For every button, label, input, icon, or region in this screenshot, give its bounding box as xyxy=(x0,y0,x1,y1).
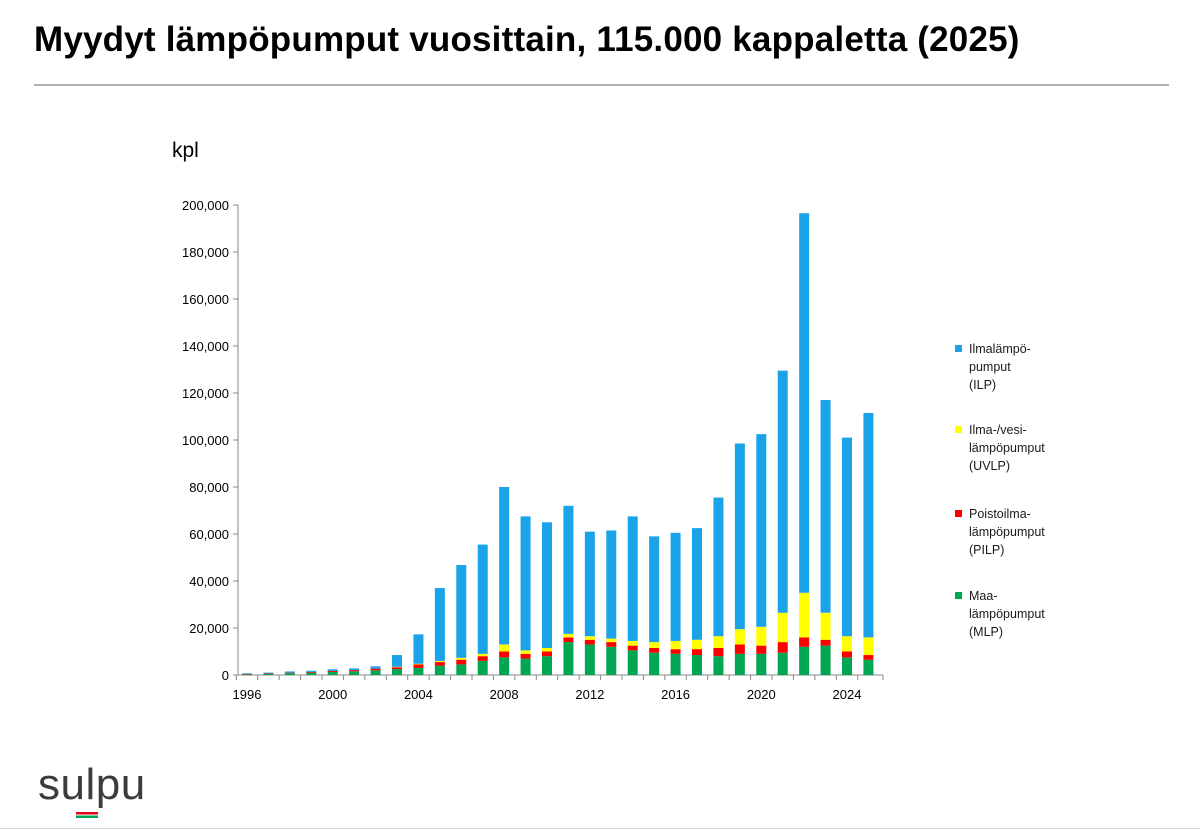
legend-swatch xyxy=(955,345,962,352)
legend-item-mlp xyxy=(955,587,1045,641)
bar-pilp-2007 xyxy=(478,656,488,661)
bar-mlp-2008 xyxy=(499,657,509,675)
bar-mlp-2020 xyxy=(756,654,766,675)
bar-mlp-1999 xyxy=(306,673,316,675)
bar-pilp-2017 xyxy=(692,649,702,655)
bar-ilp-2004 xyxy=(413,634,423,663)
bar-mlp-2022 xyxy=(799,647,809,675)
bar-mlp-2018 xyxy=(713,656,723,675)
y-tick-label: 20,000 xyxy=(189,621,229,636)
bar-uvlp-2011 xyxy=(563,634,573,638)
legend-label: Ilma-/vesi- lämpöpumput (UVLP) xyxy=(969,423,1045,473)
x-tick-label: 2012 xyxy=(575,687,605,702)
bar-ilp-1996 xyxy=(242,673,252,674)
bar-uvlp-2016 xyxy=(671,641,681,649)
bar-pilp-2003 xyxy=(392,667,402,669)
bar-uvlp-2008 xyxy=(499,644,509,651)
bar-mlp-2024 xyxy=(842,657,852,675)
bar-pilp-2002 xyxy=(371,669,381,671)
bar-pilp-2006 xyxy=(456,660,466,665)
bar-ilp-2022 xyxy=(799,213,809,593)
bar-pilp-1999 xyxy=(306,672,316,673)
bar-pilp-2023 xyxy=(821,640,831,646)
sulpu-logo: sulpu xyxy=(38,760,146,809)
bar-pilp-2022 xyxy=(799,637,809,646)
bar-mlp-2021 xyxy=(778,653,788,675)
bar-ilp-2018 xyxy=(713,498,723,637)
legend-item-pilp xyxy=(955,505,1045,559)
bar-mlp-2017 xyxy=(692,655,702,675)
legend-label: Ilmalämpö- pumput (ILP) xyxy=(969,342,1031,392)
legend-item-ilp xyxy=(955,340,1031,394)
x-tick-label: 1996 xyxy=(232,687,262,702)
bar-ilp-2010 xyxy=(542,522,552,648)
bar-uvlp-2004 xyxy=(413,664,423,665)
x-tick-label: 2016 xyxy=(661,687,691,702)
bar-ilp-2015 xyxy=(649,536,659,642)
bar-ilp-1998 xyxy=(285,671,295,672)
legend-item-uvlp xyxy=(955,421,1045,475)
bar-uvlp-2009 xyxy=(521,650,531,654)
bar-uvlp-2010 xyxy=(542,648,552,652)
bar-mlp-2006 xyxy=(456,664,466,675)
bar-ilp-2007 xyxy=(478,545,488,654)
bar-ilp-2009 xyxy=(521,516,531,650)
bar-mlp-2016 xyxy=(671,654,681,675)
y-tick-label: 180,000 xyxy=(182,245,229,260)
bar-ilp-2019 xyxy=(735,444,745,630)
legend-label: Maa- lämpöpumput (MLP) xyxy=(969,589,1045,639)
bar-ilp-2006 xyxy=(456,565,466,658)
bar-uvlp-2012 xyxy=(585,636,595,640)
bar-pilp-2018 xyxy=(713,648,723,656)
bar-pilp-2016 xyxy=(671,649,681,654)
bar-ilp-2005 xyxy=(435,588,445,661)
bar-pilp-2013 xyxy=(606,642,616,647)
bar-uvlp-2003 xyxy=(392,667,402,668)
y-tick-label: 60,000 xyxy=(189,527,229,542)
y-tick-label: 160,000 xyxy=(182,292,229,307)
bar-ilp-2003 xyxy=(392,655,402,667)
bar-mlp-1998 xyxy=(285,673,295,675)
bar-uvlp-2013 xyxy=(606,639,616,643)
legend-swatch xyxy=(955,510,962,517)
bar-ilp-2023 xyxy=(821,400,831,613)
bar-mlp-2019 xyxy=(735,654,745,675)
bar-mlp-2010 xyxy=(542,656,552,675)
bar-pilp-2019 xyxy=(735,644,745,653)
bar-ilp-2001 xyxy=(349,668,359,670)
bar-mlp-2009 xyxy=(521,659,531,675)
legend-label: Poistoilma- lämpöpumput (PILP) xyxy=(969,507,1045,557)
bar-pilp-2020 xyxy=(756,646,766,654)
bar-mlp-2014 xyxy=(628,650,638,675)
bar-pilp-2001 xyxy=(349,670,359,671)
bar-pilp-2005 xyxy=(435,662,445,666)
bar-uvlp-2006 xyxy=(456,658,466,660)
bar-mlp-2013 xyxy=(606,647,616,675)
bar-ilp-2002 xyxy=(371,666,381,668)
bar-mlp-2011 xyxy=(563,642,573,675)
bar-pilp-2004 xyxy=(413,664,423,668)
y-tick-label: 0 xyxy=(221,668,229,683)
bar-ilp-2020 xyxy=(756,434,766,627)
bar-mlp-2025 xyxy=(863,660,873,675)
bar-pilp-2025 xyxy=(863,655,873,660)
footer-divider xyxy=(0,828,1200,829)
y-tick-label: 200,000 xyxy=(182,198,229,213)
bar-mlp-2007 xyxy=(478,661,488,675)
bar-ilp-2008 xyxy=(499,487,509,644)
y-tick-label: 40,000 xyxy=(189,574,229,589)
bar-ilp-1997 xyxy=(263,673,273,674)
bar-pilp-2012 xyxy=(585,640,595,645)
bar-ilp-2025 xyxy=(863,413,873,637)
bar-mlp-2004 xyxy=(413,668,423,675)
bar-pilp-2015 xyxy=(649,648,659,653)
x-tick-label: 2008 xyxy=(489,687,519,702)
bar-uvlp-2017 xyxy=(692,640,702,649)
bar-pilp-2008 xyxy=(499,652,509,658)
y-tick-label: 100,000 xyxy=(182,433,229,448)
bar-pilp-2024 xyxy=(842,652,852,658)
bar-mlp-2005 xyxy=(435,666,445,675)
bar-ilp-2011 xyxy=(563,506,573,634)
bar-ilp-2012 xyxy=(585,532,595,637)
bar-ilp-2013 xyxy=(606,530,616,638)
bar-uvlp-2024 xyxy=(842,636,852,651)
x-tick-label: 2020 xyxy=(746,687,776,702)
x-tick-label: 2000 xyxy=(318,687,348,702)
bar-uvlp-2020 xyxy=(756,627,766,646)
x-tick-label: 2004 xyxy=(403,687,433,702)
bar-pilp-1996 xyxy=(242,674,252,675)
page-title: Myydyt lämpöpumput vuosittain, 115.000 kappaletta (2025) xyxy=(34,20,1020,59)
bar-uvlp-2021 xyxy=(778,613,788,642)
bar-pilp-2011 xyxy=(563,637,573,642)
bar-pilp-2021 xyxy=(778,642,788,653)
bar-pilp-1997 xyxy=(263,673,273,674)
bar-mlp-2001 xyxy=(349,671,359,675)
bar-mlp-2000 xyxy=(328,672,338,675)
bar-uvlp-2005 xyxy=(435,661,445,662)
bar-uvlp-2022 xyxy=(799,593,809,638)
bar-uvlp-2019 xyxy=(735,629,745,644)
bar-ilp-2024 xyxy=(842,438,852,637)
bar-mlp-2002 xyxy=(371,670,381,675)
legend-swatch xyxy=(955,592,962,599)
bar-ilp-1999 xyxy=(306,671,316,672)
bar-uvlp-2007 xyxy=(478,654,488,656)
bar-uvlp-2023 xyxy=(821,613,831,640)
bar-mlp-1997 xyxy=(263,674,273,675)
y-tick-label: 120,000 xyxy=(182,386,229,401)
bar-pilp-2000 xyxy=(328,671,338,672)
bar-pilp-2014 xyxy=(628,646,638,651)
bar-mlp-2012 xyxy=(585,644,595,675)
bar-pilp-2010 xyxy=(542,652,552,657)
bar-mlp-2023 xyxy=(821,646,831,675)
y-unit-label: kpl xyxy=(172,139,199,162)
bar-pilp-2009 xyxy=(521,654,531,659)
bar-ilp-2016 xyxy=(671,533,681,641)
bar-pilp-1998 xyxy=(285,673,295,674)
bar-uvlp-2014 xyxy=(628,641,638,646)
bar-ilp-2000 xyxy=(328,669,338,671)
bar-ilp-2014 xyxy=(628,516,638,641)
legend-swatch xyxy=(955,426,962,433)
bar-ilp-2021 xyxy=(778,371,788,613)
y-tick-label: 80,000 xyxy=(189,480,229,495)
bar-uvlp-2015 xyxy=(649,642,659,648)
logo-mark-icon xyxy=(76,812,98,818)
bar-mlp-2003 xyxy=(392,669,402,675)
x-tick-label: 2024 xyxy=(832,687,862,702)
bar-uvlp-2018 xyxy=(713,636,723,648)
y-tick-label: 140,000 xyxy=(182,339,229,354)
bar-uvlp-2025 xyxy=(863,637,873,655)
bar-ilp-2017 xyxy=(692,528,702,640)
bar-mlp-2015 xyxy=(649,653,659,675)
